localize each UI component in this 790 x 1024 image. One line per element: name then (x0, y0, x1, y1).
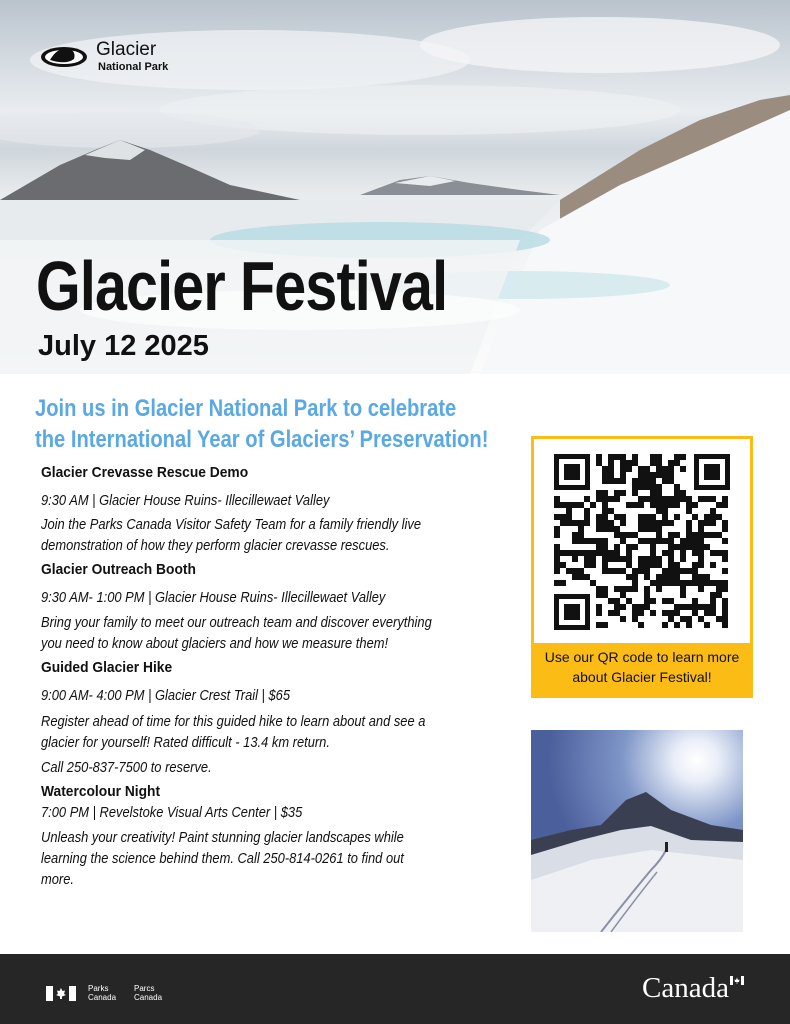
event-name: Guided Glacier Hike (41, 659, 173, 676)
qr-caption (531, 647, 753, 687)
canada-flag-icon (46, 986, 76, 1001)
parcs-fr-line1: Parcs (134, 984, 155, 993)
event-name: Glacier Outreach Booth (41, 561, 196, 578)
qr-caption-line2: about Glacier Festival! (572, 669, 712, 685)
event-item (41, 463, 511, 556)
event-desc: Register ahead of time for this guided hike to learn about and see a (41, 713, 426, 730)
event-desc: Call 250-837-7500 to reserve. (41, 759, 212, 776)
event-item (41, 658, 511, 778)
canada-wordmark: Canada (642, 972, 729, 1004)
hero-banner (0, 0, 790, 374)
glacier-hiker-image (531, 730, 743, 932)
event-desc: learning the science behind them. Call 250-814-0261 to find out (41, 850, 404, 867)
parks-en-line1: Parks (88, 984, 109, 993)
parks-en-line2: Canada (88, 993, 117, 1002)
event-desc: Unleash your creativity! Paint stunning glacier landscapes while (41, 829, 404, 846)
event-desc: glacier for yourself! Rated difficult - 13.4 km return. (41, 734, 330, 751)
qr-code-frame (534, 439, 750, 643)
festival-title: Glacier Festival (36, 247, 448, 325)
intro-line1: Join us in Glacier National Park to celebrate (35, 395, 457, 422)
event-item (41, 782, 511, 890)
footer-bar (0, 954, 790, 1024)
event-desc: Join the Parks Canada Visitor Safety Team for a family friendly live (41, 516, 422, 533)
qr-code-icon[interactable] (554, 454, 730, 630)
event-name: Watercolour Night (41, 783, 161, 800)
event-desc: you need to know about glaciers and how we measure them! (41, 635, 389, 652)
event-desc: more. (41, 871, 74, 888)
parcs-fr-line2: Canada (134, 993, 163, 1002)
qr-code-panel (531, 436, 753, 698)
event-time: 7:00 PM | Revelstoke Visual Arts Center | $35 (41, 804, 303, 821)
event-time: 9:00 AM- 4:00 PM | Glacier Crest Trail | $65 (41, 687, 291, 704)
festival-date: July 12 2025 (38, 330, 209, 362)
intro-heading (35, 393, 488, 455)
wordmark-flag-icon (730, 976, 744, 985)
events-list (41, 463, 511, 890)
parks-canada-en (88, 984, 116, 1002)
event-time: 9:30 AM- 1:00 PM | Glacier House Ruins- Illecillewaet Valley (41, 589, 386, 606)
hiker-photo (531, 730, 743, 932)
intro-line2: the International Year of Glaciers’ Preservation! (35, 426, 489, 453)
logo-line1: Glacier (96, 39, 157, 60)
logo-line2: National Park (98, 61, 169, 73)
event-desc: Bring your family to meet our outreach team and discover everything (41, 614, 432, 631)
parcs-canada-fr (134, 984, 162, 1002)
event-name: Glacier Crevasse Rescue Demo (41, 464, 249, 481)
event-item (41, 560, 511, 654)
park-logo (40, 40, 168, 74)
bear-beaver-emblem-icon (40, 40, 88, 74)
qr-caption-line1: Use our QR code to learn more (544, 649, 740, 665)
event-time: 9:30 AM | Glacier House Ruins- Illecillewaet Valley (41, 492, 330, 509)
event-desc: demonstration of how they perform glacier crevasse rescues. (41, 537, 390, 554)
